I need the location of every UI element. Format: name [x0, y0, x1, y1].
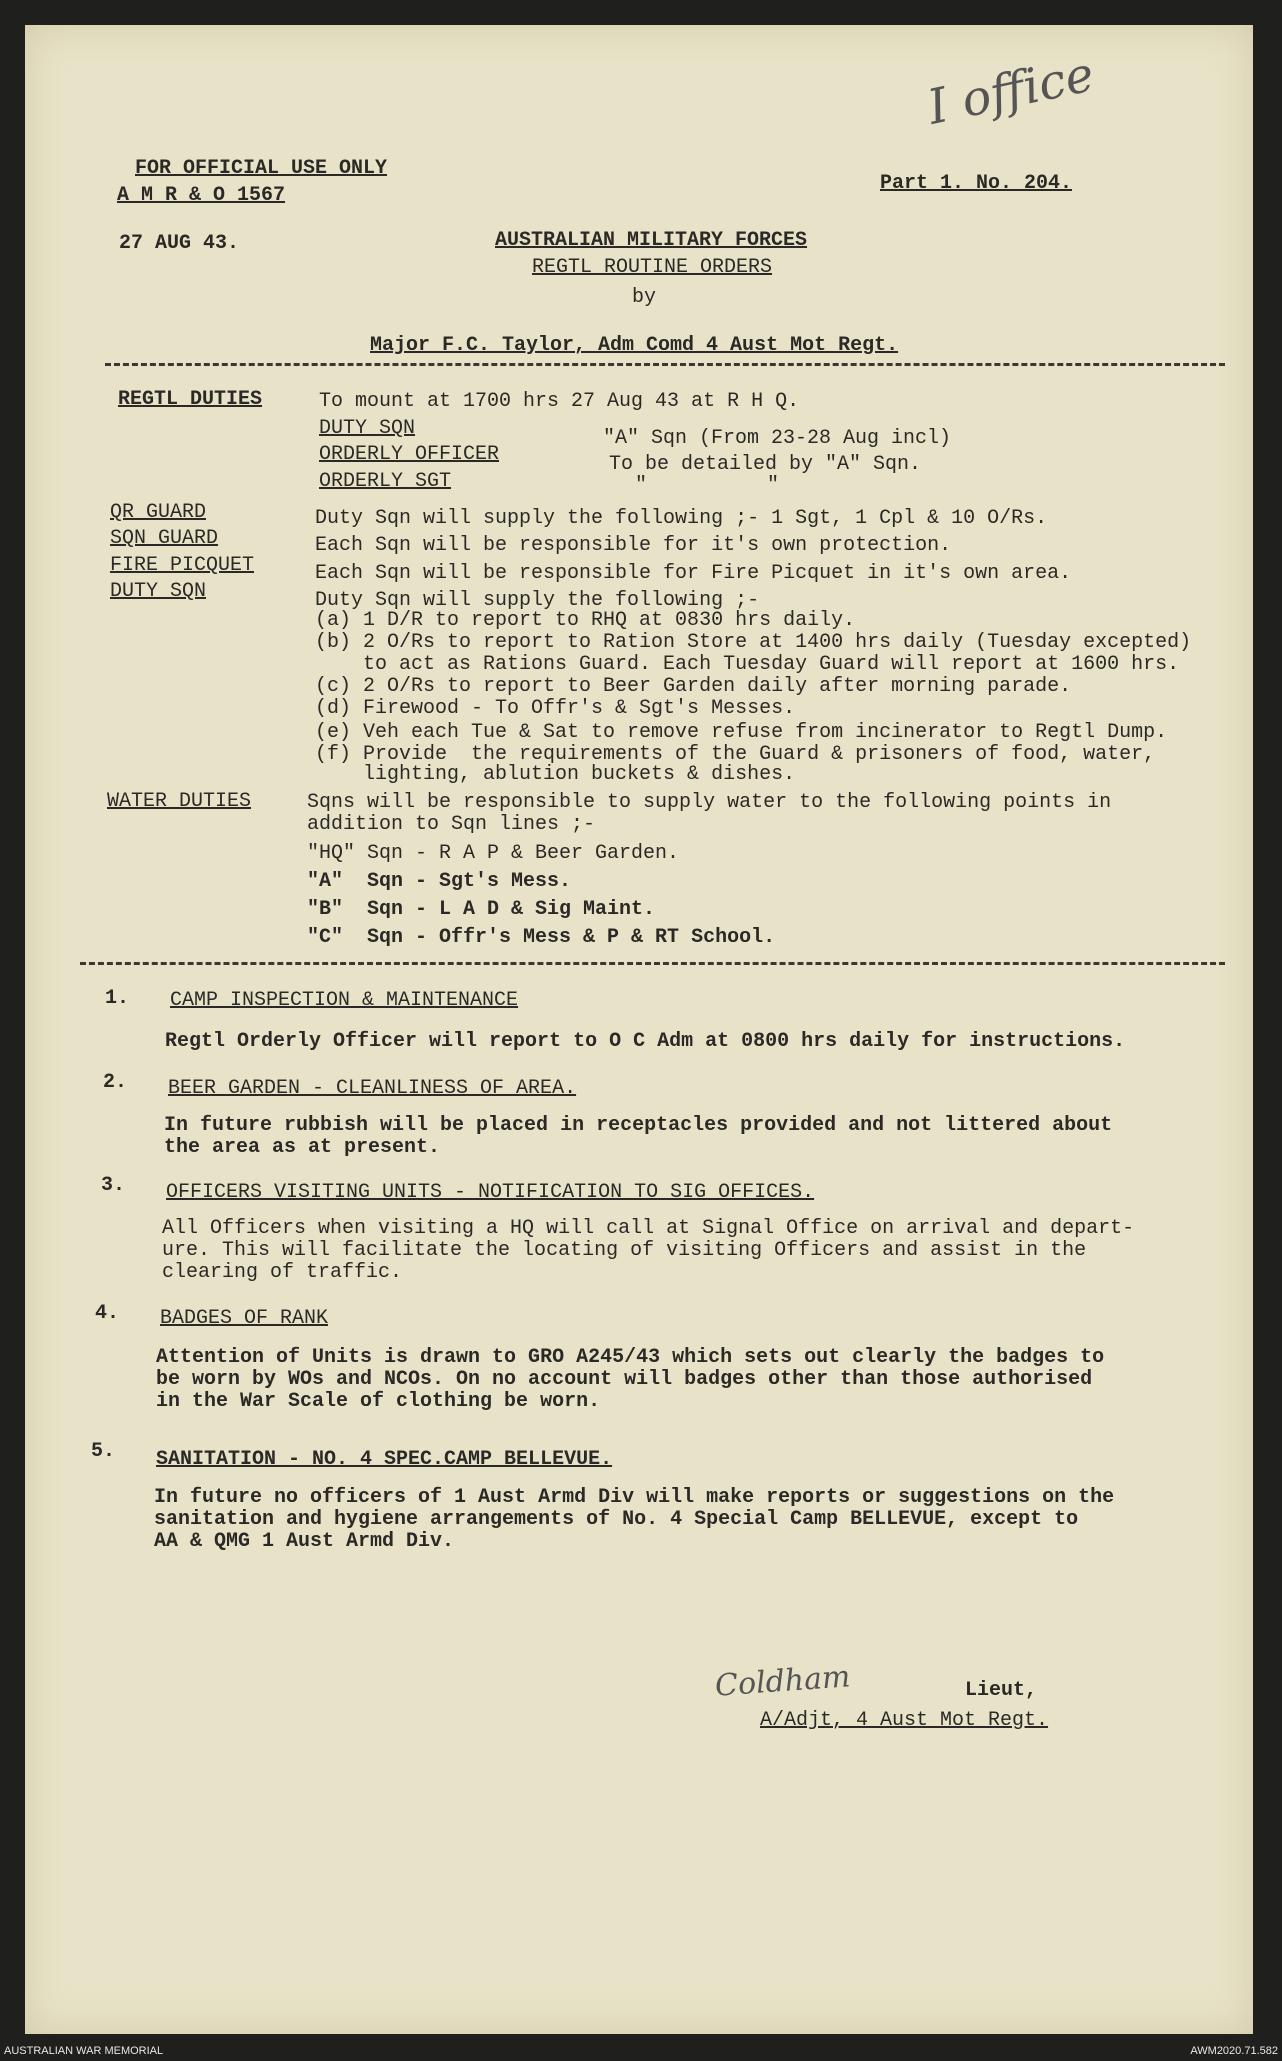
separator-middle [80, 962, 1225, 965]
duty-sqn-value: "A" Sqn (From 23-28 Aug incl) [603, 427, 952, 450]
separator-top [105, 363, 1225, 366]
fire-picquet-label: FIRE PICQUET [110, 554, 255, 577]
signature-scrawl: Coldham [713, 1659, 852, 1704]
document-date: 27 AUG 43. [119, 232, 240, 255]
regtl-duties-line: To mount at 1700 hrs 27 Aug 43 at R H Q. [319, 390, 800, 413]
duty-item: (a) 1 D/R to report to RHQ at 0830 hrs daily. [315, 609, 856, 632]
water-point: "B" Sqn - L A D & Sig Maint. [307, 898, 656, 921]
order-number: 5. [91, 1440, 116, 1463]
qr-guard-text: Duty Sqn will supply the following ;- 1 Sgt, 1 Cpl & 10 O/Rs. [315, 507, 1048, 530]
order-number: 4. [95, 1302, 120, 1325]
order-text: ure. This will facilitate the locating of visiting Officers and assist in the [162, 1239, 1087, 1262]
order-text: In future no officers of 1 Aust Armd Div will make reports or suggestions on the [154, 1486, 1115, 1509]
title-issuer: Major F.C. Taylor, Adm Comd 4 Aust Mot Regt. [370, 334, 899, 357]
order-number: 1. [105, 987, 130, 1010]
order-text: All Officers when visiting a HQ will call at Signal Office on arrival and depart- [162, 1217, 1135, 1240]
reference-number: A M R & O 1567 [117, 184, 286, 207]
archive-footer [0, 2040, 1282, 2061]
sqn-guard-text: Each Sqn will be responsible for it's own protection. [315, 534, 952, 557]
order-text: be worn by WOs and NCOs. On no account will badges other than those authorised [156, 1368, 1093, 1391]
title-orders: REGTL ROUTINE ORDERS [532, 256, 773, 279]
duty-item: (e) Veh each Tue & Sat to remove refuse from incinerator to Regtl Dump. [315, 721, 1168, 744]
order-text: sanitation and hygiene arrangements of No. 4 Special Camp BELLEVUE, except to [154, 1508, 1079, 1531]
footer-source: AUSTRALIAN WAR MEMORIAL [4, 2045, 164, 2057]
fire-picquet-text: Each Sqn will be responsible for Fire Picquet in it's own area. [315, 562, 1072, 585]
order-title: CAMP INSPECTION & MAINTENANCE [170, 989, 519, 1012]
part-number: Part 1. No. 204. [880, 172, 1073, 195]
order-text: clearing of traffic. [162, 1261, 403, 1284]
orderly-sgt-label: ORDERLY SGT [319, 470, 452, 493]
duty-item: lighting, ablution buckets & dishes. [315, 763, 796, 786]
duty-item: to act as Rations Guard. Each Tuesday Guard will report at 1600 hrs. [315, 653, 1180, 676]
water-duties-intro: Sqns will be responsible to supply water to the following points in [307, 791, 1112, 814]
duty-sqn-guard-label: DUTY SQN [110, 580, 207, 603]
orderly-sgt-value: " " [635, 474, 780, 497]
water-point: "HQ" Sqn - R A P & Beer Garden. [307, 842, 680, 865]
order-title: SANITATION - NO. 4 SPEC.CAMP BELLEVUE. [156, 1448, 613, 1471]
order-text: Attention of Units is drawn to GRO A245/43 which sets out clearly the badges to [156, 1346, 1105, 1369]
orderly-officer-label: ORDERLY OFFICER [319, 443, 500, 466]
water-duties-heading: WATER DUTIES [107, 790, 252, 813]
order-title: BEER GARDEN - CLEANLINESS OF AREA. [168, 1077, 577, 1100]
regtl-duties-heading: REGTL DUTIES [118, 388, 263, 411]
title-by: by [632, 286, 657, 309]
duty-item: (b) 2 O/Rs to report to Ration Store at 1400 hrs daily (Tuesday excepted) [315, 631, 1192, 654]
sqn-guard-label: SQN GUARD [110, 527, 219, 550]
water-point: "C" Sqn - Offr's Mess & P & RT School. [307, 926, 776, 949]
signature-rank: Lieut, [965, 1679, 1038, 1702]
order-text: Regtl Orderly Officer will report to O C Adm at 0800 hrs daily for instructions. [165, 1030, 1126, 1053]
footer-accession: AWM2020.71.582 [1190, 2045, 1278, 2057]
document-page [25, 25, 1253, 2034]
signature-position: A/Adjt, 4 Aust Mot Regt. [760, 1709, 1049, 1732]
orderly-officer-value: To be detailed by "A" Sqn. [609, 453, 922, 476]
duty-sqn-label: DUTY SQN [319, 417, 416, 440]
order-title: BADGES OF RANK [160, 1307, 329, 1330]
order-text: In future rubbish will be placed in receptacles provided and not littered about [164, 1114, 1113, 1137]
order-text: in the War Scale of clothing be worn. [156, 1390, 601, 1413]
duty-item: (f) Provide the requirements of the Guard & prisoners of food, water, [315, 743, 1156, 766]
official-use-label: FOR OFFICIAL USE ONLY [135, 157, 388, 180]
order-text: the area as at present. [164, 1136, 441, 1159]
order-title: OFFICERS VISITING UNITS - NOTIFICATION TO SIG OFFICES. [166, 1181, 815, 1204]
title-organisation: AUSTRALIAN MILITARY FORCES [495, 229, 808, 252]
order-number: 3. [101, 1174, 126, 1197]
duty-item: (c) 2 O/Rs to report to Beer Garden daily after morning parade. [315, 675, 1072, 698]
duty-item: (d) Firewood - To Offr's & Sgt's Messes. [315, 697, 796, 720]
order-text: AA & QMG 1 Aust Armd Div. [154, 1530, 455, 1553]
water-duties-intro: addition to Sqn lines ;- [307, 813, 596, 836]
qr-guard-label: QR GUARD [110, 501, 207, 524]
order-number: 2. [103, 1071, 128, 1094]
duty-sqn-guard-text: Duty Sqn will supply the following ;- [315, 589, 760, 612]
water-point: "A" Sqn - Sgt's Mess. [307, 870, 572, 893]
handwritten-annotation: I office [923, 46, 1099, 136]
